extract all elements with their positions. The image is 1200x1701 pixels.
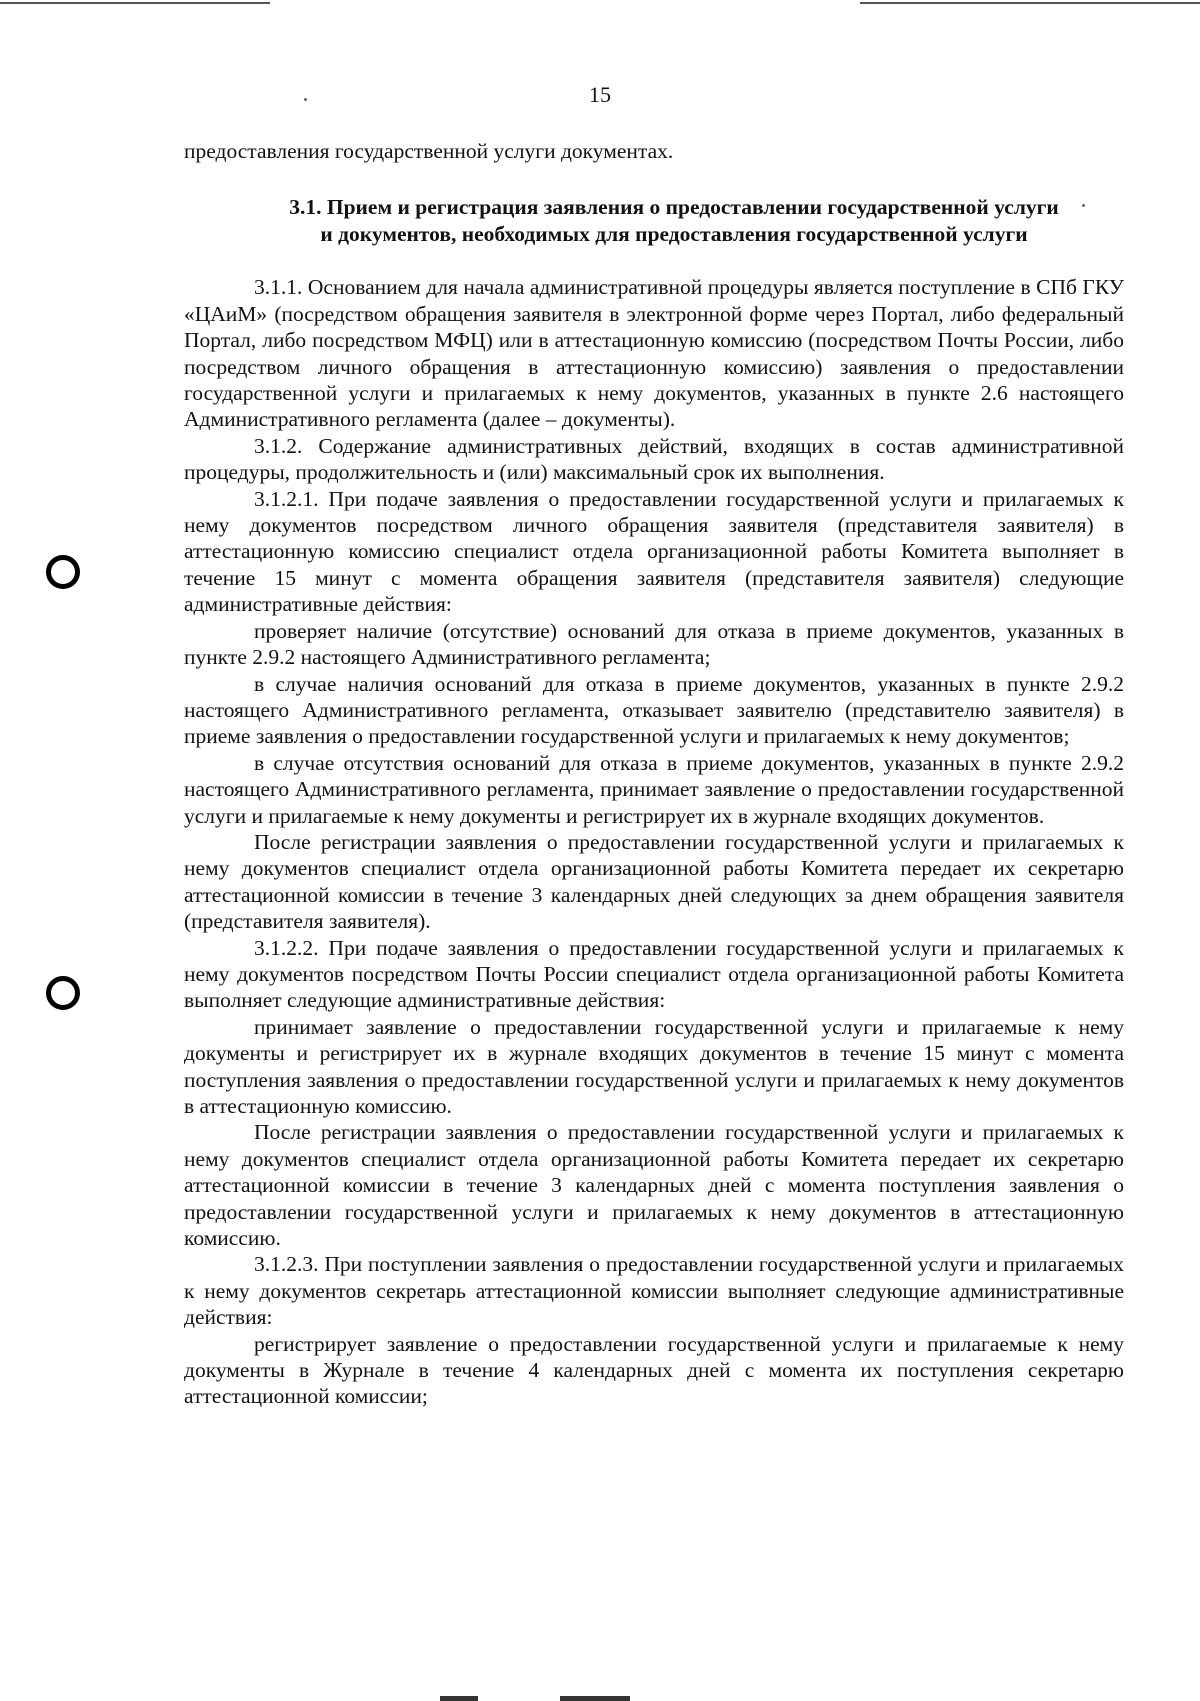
section-heading-line-2: и документов, необходимых для предоставления государственной услуги [320,222,1028,247]
paragraph-register-journal: регистрирует заявление о предоставлении государственной услуги и прилагаемые к нему документы в Журнале в течение 4 календарных дней с момента их поступления секретарю аттестационной комиссии; [184,1331,1124,1409]
scan-top-rule-left [0,2,270,4]
paragraph-3-1-2-2: 3.1.2.2. При подаче заявления о предоставлении государственной услуги и прилагаемых к нему документов посредством Почты России специалист отдела организационной работы Комитета выполняет следующие административные действия: [184,935,1124,1013]
paragraph-accept-mail: принимает заявление о предоставлении государственной услуги и прилагаемые к нему документы и регистрирует их в журнале входящих документов в течение 15 минут с момента поступления заявления о предоставлении государственной услуги и прилагаемых к нему документов в аттестационную комиссию. [184,1014,1124,1118]
page-number: 15 [589,82,611,107]
paragraph-transfer-personal: После регистрации заявления о предоставлении государственной услуги и прилагаемых к нему документов специалист отдела организационной работы Комитета передает их секретарю аттестационной комиссии в течение 3 календарных дней следующих за днем обращения заявителя (представителя заявителя). [184,829,1124,934]
document-body [184,138,1124,1410]
section-heading-line-1: 3.1. Прием и регистрация заявления о предоставлении государственной услуги [289,195,1059,220]
binder-hole-upper [46,555,80,589]
paragraph-3-1-2-1: 3.1.2.1. При подаче заявления о предоставлении государственной услуги и прилагаемых к нему документов посредством личного обращения заявителя (представителя заявителя) в аттестационную комиссию специалист отдела организационной работы Комитета выполняет в течение 15 минут с момента обращения заявителя (представителя заявителя) следующие административные действия: [184,486,1124,617]
paragraph-3-1-2: 3.1.2. Содержание административных действий, входящих в состав административной процедуры, продолжительность и (или) максимальный срок их выполнения. [184,433,1124,485]
scan-top-rule-right [860,2,1200,4]
binder-hole-lower [46,976,80,1010]
section-heading [184,194,1124,248]
paragraph-3-1-2-3: 3.1.2.3. При поступлении заявления о предоставлении государственной услуги и прилагаемых к нему документов секретарь аттестационной комиссии выполняет следующие административные действия: [184,1252,1124,1330]
paragraph-transfer-mail: После регистрации заявления о предоставлении государственной услуги и прилагаемых к нему документов специалист отдела организационной работы Комитета передает их секретарю аттестационной комиссии в течение 3 календарных дней с момента поступления заявления о предоставлении государственной услуги и прилагаемых к нему документов в аттестационную комиссию. [184,1120,1124,1251]
paragraph-refusal: в случае наличия оснований для отказа в приеме документов, указанных в пункте 2.9.2 настоящего Административного регламента, отказывает заявителю (представителю заявителя) в приеме заявления о предоставлении государственной услуги и прилагаемых к нему документов; [184,671,1124,749]
lead-line: предоставления государственной услуги документах. [184,139,674,163]
paragraph-3-1-1: 3.1.1. Основанием для начала административной процедуры является поступление в СПб ГКУ «ЦАиМ» (посредством обращения заявителя в электронной форме через Портал, либо федеральный Портал, либо посредством МФЦ) или в аттестационную комиссию (посредством Почты России, либо посредством личного обращения в аттестационную комиссию) заявления о предоставлении государственной услуги и прилагаемых к нему документов, указанных в пункте 2.6 настоящего Административного регламента (далее – документы). [184,275,1124,432]
paragraph-acceptance: в случае отсутствия оснований для отказа в приеме документов, указанных в пункте 2.9.2 настоящего Административного регламента, принимает заявление о предоставлении государственной услуги и прилагаемые к нему документы и регистрирует их в журнале входящих документов. [184,750,1124,828]
paragraph-check-grounds: проверяет наличие (отсутствие) оснований для отказа в приеме документов, указанных в пункте 2.9.2 настоящего Административного регламента; [184,618,1124,670]
